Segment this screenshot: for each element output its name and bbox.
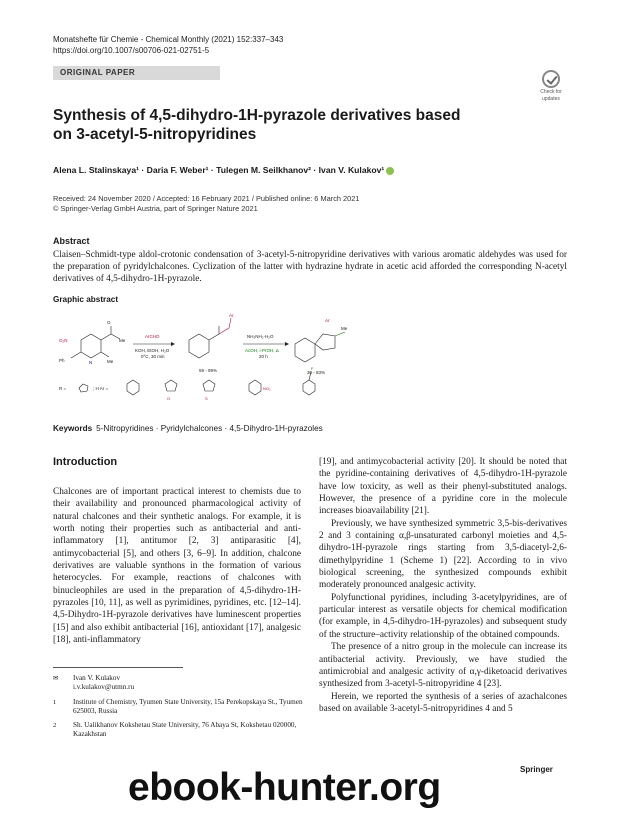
footnote-divider [53,667,183,668]
intro-paragraph-6: Herein, we reported the synthesis of a series of azachalcones based on available 3-acetyl-5-nitropyridines 4 and 5 [319,691,567,714]
affiliation-1 [53,698,303,717]
ar-label-2: Ar [325,318,330,323]
affiliation-2-mark: 2 [53,722,57,730]
methyl-label-2: Me [107,359,114,364]
intro-paragraph-3: Previously, we have synthesized symmetric 3,5-bis-derivatives 2 and 3 containing α,β-unsaturated carbonyl moieties and 4,5-dihydro-1H-pyrazole rings starting from 3,5-diacetyl-2,6-dimethylpyridine 1 (Scheme 1) [22]. According to in vivo biological screening, the synthesized compounds exhibit moderately pronounced analgesic activity. [319,518,567,591]
methyl-label-3: Me [341,326,348,331]
publisher-logo: Springer [520,765,553,774]
methyl-label: Me [119,338,126,343]
history-dates: Received: 24 November 2020 / Accepted: 16 February 2021 / Published online: 6 March 2021 [53,194,360,203]
check-updates-label-2: updates [542,96,560,102]
nitropyridine-structure [71,326,120,358]
journal-header [53,34,283,56]
yield-2: 30 - 83% [307,370,326,375]
ar-equals-label: ; H Ar = [93,386,109,391]
contact-name: Ivan V. Kulakov [73,674,121,682]
graphic-abstract-heading: Graphic abstract [53,295,119,304]
phenyl-label: Ph [59,358,65,363]
furan-o-label: O [167,396,171,401]
keywords-text: 5-Nitropyridines · Pyridylchalcones · 4,5-Dihydro-1H-pyrazoles [96,424,323,433]
affiliation-1-text: Institute of Chemistry, Tyumen State University, 15a Perekopskaya St., Tyumen 625003, Russia [73,697,303,715]
intro-paragraph-5: The presence of a nitro group in the molecule can increase its antibacterial activity. Previously, we have studied the antimicrobial and analgesic activity of α,γ-diketoacid derivatives synthesized from 3-acetyl-5-nitropyridine 4 [23]. [319,642,567,690]
substituent-row [79,372,315,395]
conditions-2a: AcOH, i-PrOH, Δ [245,348,279,353]
check-for-updates-button[interactable] [536,70,566,104]
affiliation-2 [53,721,303,740]
chalcone-structure [189,318,231,358]
footnotes [53,674,303,745]
check-icon [542,70,560,88]
author-list [53,165,394,175]
orcid-icon[interactable] [386,167,394,175]
oxygen-label: O [107,320,111,325]
nitro-label: O₂N [59,338,68,343]
introduction-heading: Introduction [53,456,118,468]
check-updates-label-1: Check for [540,89,562,95]
publication-dates [53,194,360,214]
fluoro-label: F [311,366,314,371]
authors-text: Alena L. Stalinskaya¹ · Daria F. Weber¹ · Tulegen M. Seilkhanov² · Ivan V. Kulakov¹ [53,165,385,175]
doi-link[interactable]: https://doi.org/10.1007/s00706-021-02751-5 [53,46,210,55]
contact-email[interactable]: i.v.kulakov@utmn.ru [73,683,135,692]
paper-title: Synthesis of 4,5-dihydro-1H-pyrazole derivatives based on 3-acetyl-5-nitropyridines [53,107,461,143]
reagent-2: NH₂NH₂·H₂O [247,334,274,339]
right-column [319,456,567,715]
keywords-label: Keywords [53,424,93,433]
affiliation-1-mark: 1 [53,698,57,706]
abstract-body: Claisen–Schmidt-type aldol-crotonic condensation of 3-acetyl-5-nitropyridine derivatives with various aromatic aldehydes was used for the preparation of pyridylchalcones. Cyclization of the latter with hydrazine hydrate in acetic acid afforded the corresponding N-acetyl derivatives of 4,5-dihydro-1H-pyrazole. [53,250,567,284]
contact-footnote [53,674,303,693]
copyright-line: © Springer-Verlag GmbH Austria, part of Springer Nature 2021 [53,204,258,213]
pyrazoline-structure [295,332,345,362]
left-column [53,486,301,646]
watermark-text: ebook-hunter.org [128,766,441,809]
reagent-1: ArCHO [145,334,160,339]
article-type-badge: ORIGINAL PAPER [53,66,220,80]
intro-paragraph-1: Chalcones are of important practical interest to chemists due to their availability and pronounced pharmacological activity of natural chalcones and their synthetic analogs. For example, it is worth noting their properties such as antibacterial and anti-inflammatory [1], antitumor [2, 3] antiparasitic [4], antimycobacterial [5], and others [3, 6–9]. In addition, chalcone derivatives are valuable synthons in the formation of various heterocycles. For example, reactions of chalcones with binucleophiles are used in the preparation of 4,5-dihydro-1H-pyrazoles [10, 11], as well as pyrimidines, pyridines, etc. [12–14]. 4,5-Dihydro-1H-pyrazole derivatives have luminescent properties [15] and also exhibit antibacterial [16], antioxidant [17], analgesic [18], anti-inflammatory [53,487,301,646]
conditions-1b: 0°C, 30 min [141,354,165,359]
journal-citation: Monatshefte für Chemie - Chemical Monthly (2021) 152:337–343 [53,35,284,44]
intro-paragraph-4: Polyfunctional pyridines, including 3-acetylpyridines, are of particular interest as versatile objects for chemical modification (for example, in 4,5-dihydro-1H-pyrazoles) and subsequent study of the structure–activity relationship of the obtained compounds. [319,592,567,640]
r-label: R = [59,386,67,391]
thiophene-s-label: S [205,396,208,401]
keywords-line [53,424,323,433]
abstract-heading: Abstract [53,236,90,246]
yield-1: 59 - 99% [199,368,218,373]
n-label: N [89,360,93,365]
intro-paragraph-2: [19], and antimycobacterial activity [20]. It should be noted that the pyridine-containing derivatives of 4,5-dihydro-1H-pyrazole have low toxicity, as well as their phenyl-substituted analogs. However, the presence of a pyridine core in the molecule increases bioavailability [21]. [319,457,567,517]
graphic-abstract-scheme [53,308,353,412]
conditions-2b: 20 h [259,354,268,359]
envelope-icon: ✉ [53,675,59,682]
affiliation-2-text: Sh. Ualikhanov Kokshetau State University, 76 Abaya St, Kokshetau 020000, Kazakhstan [73,721,297,739]
conditions-1a: KOH, EtOH, H₂O [135,348,170,353]
ar-label: Ar [229,313,234,318]
nitro-sub-label: NO₂ [263,386,271,391]
